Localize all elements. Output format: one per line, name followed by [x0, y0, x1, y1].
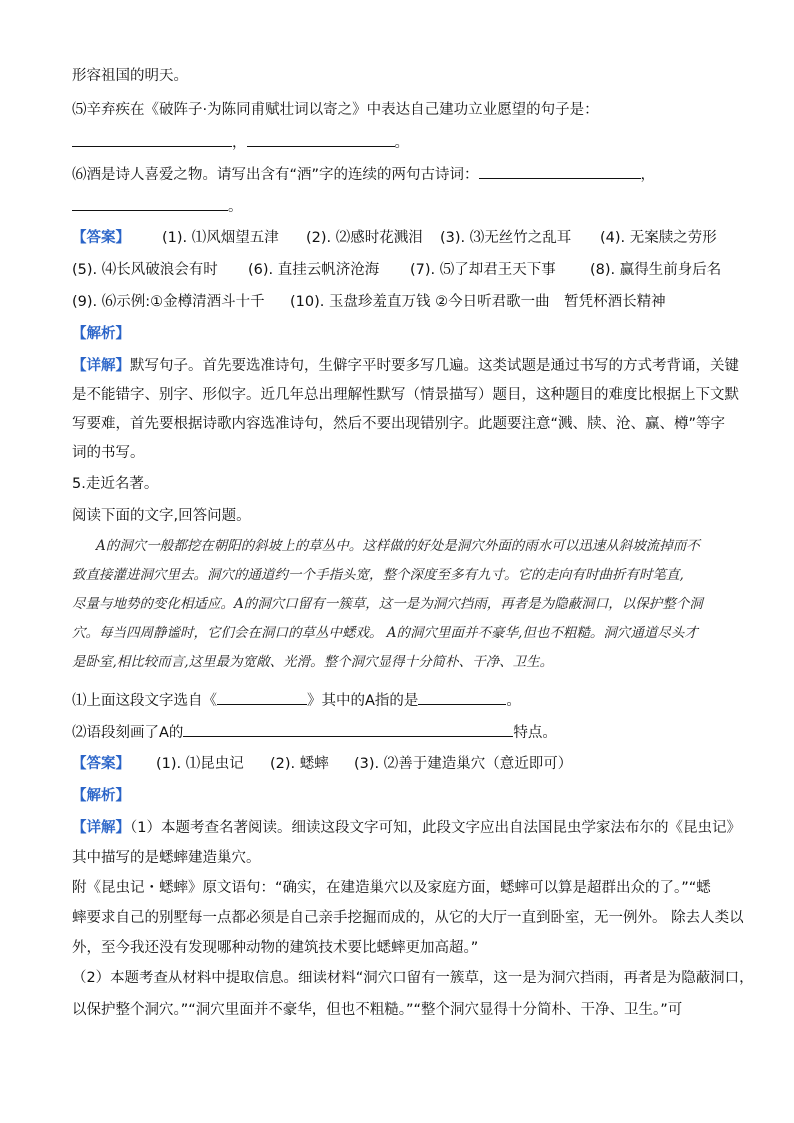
- answer-tag: 【答案】: [72, 230, 130, 246]
- answer-tag: 【答案】: [72, 756, 130, 772]
- detail-line: 以保护整个洞穴。”“洞穴里面并不豪华，但也不粗糙。”“整个洞穴显得十分简朴、干净、卫生。”可: [72, 1002, 683, 1018]
- detail-line: 附《昆虫记・蟋蟀》原文语句：“确实，在建造巢穴以及家庭方面，蟋蟀可以算是超群出众的了。”“蟋: [72, 880, 711, 896]
- detail-line: 写要难，首先要根据诗歌内容选准诗句，然后不要出现错别字。此题要注意“溅、牍、沧、赢、樽”等字: [72, 416, 726, 432]
- answer-row: [72, 228, 717, 248]
- passage-line: 是卧室,相比较而言,这里最为宽敞、光滑。整个洞穴显得十分简朴、干净、卫生。: [72, 654, 554, 670]
- passage-line: 致直接灌进洞穴里去。洞穴的通道约一个手指头宽，整个深度至多有九寸。它的走向有时曲折有时笔直,: [72, 567, 684, 583]
- passage-line: 穴。每当四周静谧时，它们会在洞口的草丛中蟋戏。 A的洞穴里面并不豪华,但也不粗糙。洞穴通道尽头才: [72, 625, 698, 641]
- answer-row: [72, 292, 666, 312]
- answer-item: (1). ⑴昆虫记: [156, 756, 244, 772]
- answer-blank[interactable]: [72, 196, 228, 211]
- answer-blank[interactable]: [72, 132, 232, 147]
- answer-item: (3). ⑶无丝竹之乱耳: [440, 230, 572, 246]
- detail-line: 【详解】（1）本题考查名著阅读。细读这段文字可知，此段文字应出自法国昆虫学家法布尔的《昆虫记》: [72, 820, 741, 836]
- answer-item: (10). 玉盘珍羞直万钱 ②今日听君歌一曲 暂凭杯酒长精神: [290, 294, 666, 310]
- question-5-title: 5.走近名著。: [72, 476, 159, 492]
- detail-tag: 【详解】: [72, 820, 130, 836]
- question-6-prompt: ⑹酒是诗人喜爱之物。请写出含有“酒”字的连续的两句古诗词： ，: [72, 164, 655, 185]
- detail-line: 【详解】默写句子。首先要选准诗句，生僻字平时要多写几遍。这类试题是通过书写的方式考背诵，关键: [72, 358, 739, 374]
- answer-blank[interactable]: [418, 690, 506, 705]
- answer-blank[interactable]: [247, 132, 395, 147]
- answer-blank[interactable]: [183, 722, 513, 737]
- analysis-tag: 【解析】: [72, 788, 130, 804]
- answer-row: [72, 754, 572, 774]
- answer-item: (2). 蟋蟀: [270, 756, 329, 772]
- analysis-tag: 【解析】: [72, 326, 130, 342]
- fill-blank-line: 。: [72, 196, 243, 217]
- sub-question-2: ⑵语段刻画了A的 特点。: [72, 722, 557, 743]
- answer-item: (9). ⑹示例:①金樽清酒斗十千: [72, 294, 265, 310]
- answer-item: (7). ⑸了却君王天下事: [410, 262, 556, 278]
- fill-blank-line: ， 。: [72, 132, 409, 153]
- answer-item: (1). ⑴风烟望五津: [162, 230, 279, 246]
- detail-line: 其中描写的是蟋蟀建造巢穴。: [72, 850, 261, 866]
- detail-line: 蟀要求自己的别墅每一点都必须是自己亲手挖掘而成的，从它的大厅一直到卧室，无一例外。 除去人类以: [72, 910, 744, 926]
- question-5-instruction: 阅读下面的文字,回答问题。: [72, 508, 251, 524]
- text-line: 形容祖国的明天。: [72, 68, 188, 84]
- detail-line: （2）本题考查从材料中提取信息。细读材料“洞穴口留有一簇草，这一是为洞穴挡雨，再者是为隐蔽洞口，: [72, 970, 754, 986]
- detail-line: 词的书写。: [72, 445, 145, 461]
- passage-line: A的洞穴一般都挖在朝阳的斜坡上的草丛中。这样做的好处是洞穴外面的雨水可以迅速从斜坡流掉而不: [96, 538, 700, 554]
- answer-item: (8). 赢得生前身后名: [590, 262, 722, 278]
- detail-tag: 【详解】: [72, 358, 130, 374]
- answer-item: (4). 无案牍之劳形: [600, 230, 717, 246]
- answer-row: [72, 260, 721, 280]
- answer-item: (5). ⑷长风破浪会有时: [72, 262, 218, 278]
- detail-line: 是不能错字、别字、形似字。近几年总出理解性默写（情景描写）题目，这种题目的难度比根据上下文默: [72, 387, 739, 403]
- sub-question-1: ⑴上面这段文字选自《 》其中的A指的是 。: [72, 690, 521, 711]
- answer-item: (3). ⑵善于建造巢穴（意近即可）: [354, 756, 573, 772]
- detail-line: 外，至今我还没有发现哪种动物的建筑技术要比蟋蟀更加高超。”: [72, 940, 479, 956]
- question-5-prompt: ⑸辛弃疾在《破阵子·为陈同甫赋壮词以寄之》中表达自己建功立业愿望的句子是：: [72, 102, 599, 118]
- answer-blank[interactable]: [479, 164, 641, 179]
- answer-blank[interactable]: [217, 690, 307, 705]
- answer-item: (6). 直挂云帆济沧海: [248, 262, 380, 278]
- passage-line: 尽量与地势的变化相适应。A的洞穴口留有一簇草，这一是为洞穴挡雨，再者是为隐蔽洞口，以保护整个洞: [72, 596, 703, 612]
- answer-item: (2). ⑵感时花溅泪: [306, 230, 423, 246]
